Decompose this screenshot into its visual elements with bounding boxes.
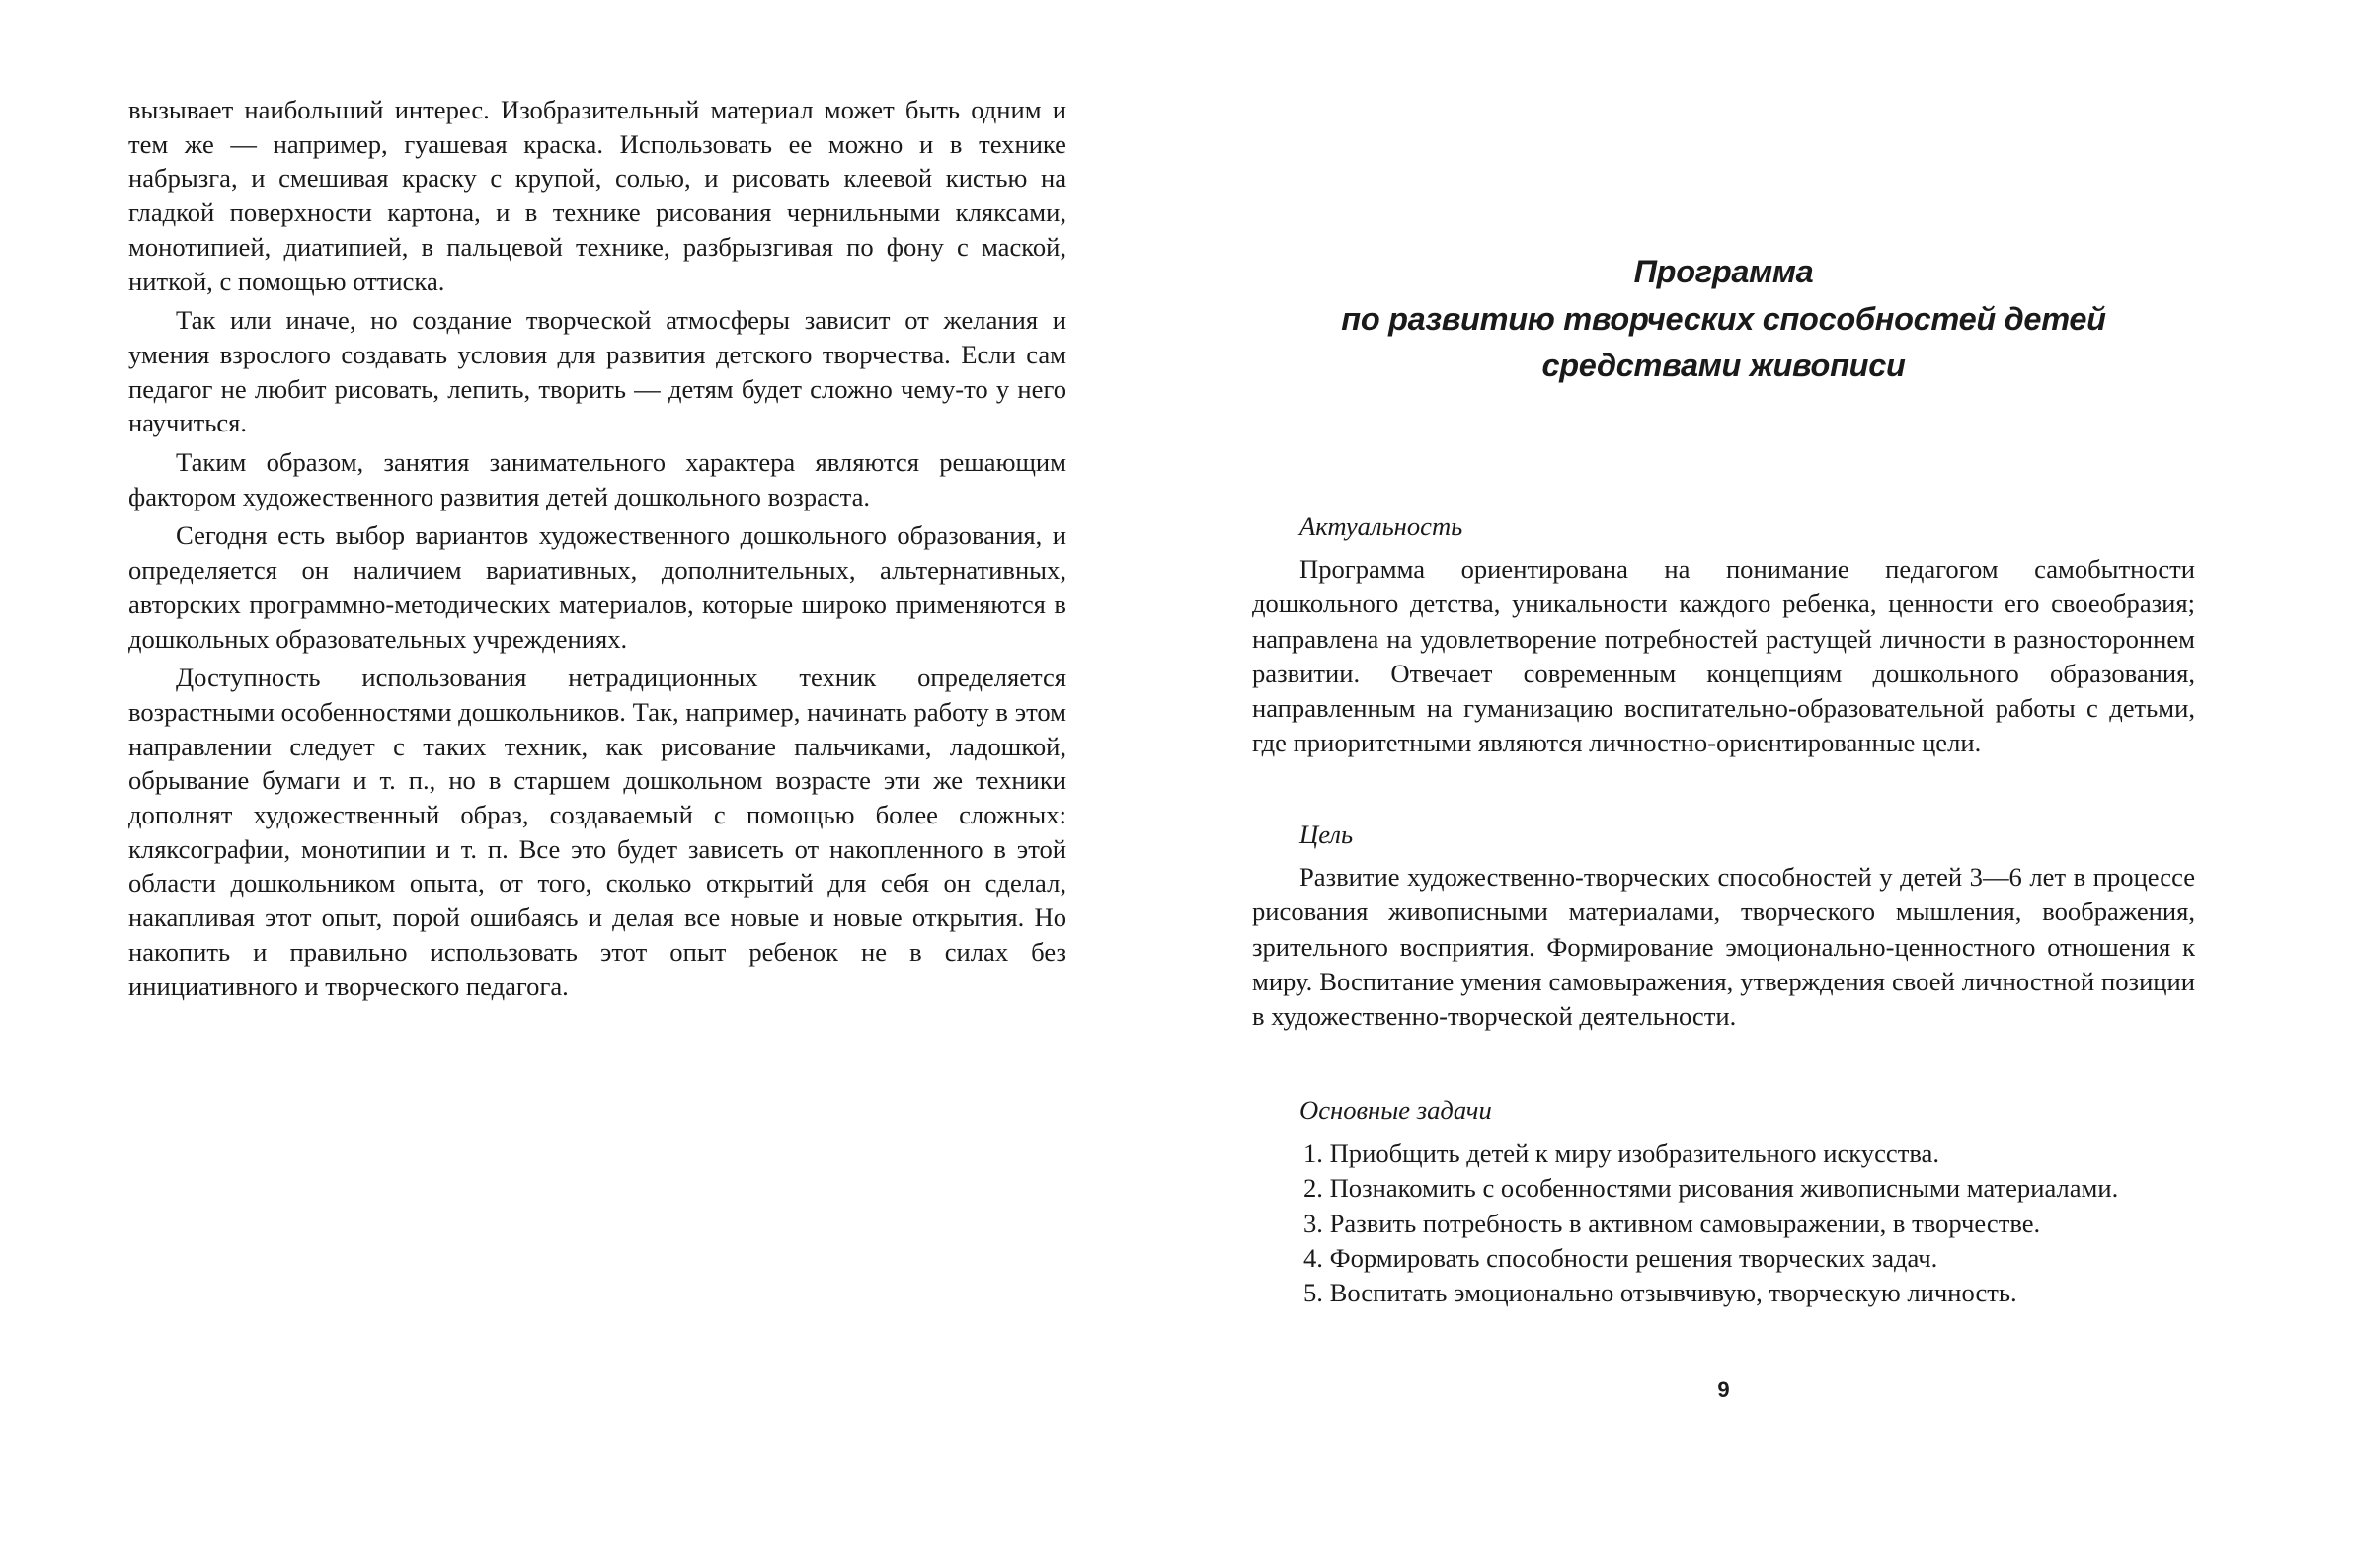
right-page <box>1252 0 2195 1568</box>
actuality-label: Актуальность <box>1299 511 1463 541</box>
list-item: 4. Формировать способности решения творческих задач. <box>1303 1242 1938 1273</box>
list-item: 5. Воспитать эмоционально отзывчивую, творческую личность. <box>1303 1278 2017 1308</box>
page-number: 9 <box>1717 1377 1730 1402</box>
paragraph: Доступность использования нетрадиционных техник определяется возрастными особенностями дошкольников. Так, например, начинать работу в этом направлении следует с таких техник, как рисование пальчиками, ладошкой, обрывание бумаги и т. п., но в старшем дошкольном возрасте эти же техники дополнят художественный образ, создаваемый с помощью более сложных: кляксографии, монотипии и т. п. Все это будет зависеть от накопленного в этой области дошкольником опыта, от того, сколько открытий для себя он сделал, накапливая этот опыт, порой ошибаясь и делая все новые и новые открытия. Но накопить и правильно использовать этот опыт ребенок не в силах без инициативного и творческого педагога. <box>128 663 1066 1001</box>
left-page <box>128 0 1066 1568</box>
program-title-line: средствами живописи <box>1541 348 1906 383</box>
list-item: 1. Приобщить детей к миру изобразительного искусства. <box>1303 1138 1939 1168</box>
paragraph: вызывает наибольший интерес. Изобразительный материал может быть одним и тем же — например, гуашевая краска. Использовать ее можно и в технике набрызга, и смешивая краску с крупой, солью, и рисовать клеевой кистью на гладкой поверхности картона, и в технике рисования чернильными кляксами, монотипией, диатипией, в пальцевой технике, разбрызгивая по фону с маской, ниткой, с помощью оттиска. <box>128 95 1066 296</box>
list-item: 2. Познакомить с особенностями рисования живописными материалами. <box>1303 1173 2119 1204</box>
goal-section <box>1252 818 2195 1034</box>
tasks-section <box>1252 1093 2195 1310</box>
paragraph: Так или иначе, но создание творческой атмосферы зависит от желания и умения взрослого создавать условия для развития детского творчества. Если сам педагог не любит рисовать, лепить, творить — детям будет сложно чему-то у него научиться. <box>128 305 1066 438</box>
program-title <box>1252 249 2195 390</box>
tasks-list <box>1252 1137 2195 1310</box>
program-title-line: Программа <box>1633 254 1814 289</box>
left-page-text <box>128 93 1066 1003</box>
program-title-line: по развитию творческих способностей детей <box>1341 300 2106 337</box>
goal-text: Развитие художественно-творческих способностей у детей 3—6 лет в процессе рисования живописными материалами, творческого мышления, воображения, зрительного восприятия. Формирование эмоционально-ценностного отношения к миру. Воспитание умения самовыражения, утверждения своей личностной позиции в художественно-творческой деятельности. <box>1252 862 2195 1032</box>
list-item: 3. Развить потребность в активном самовыражении, в творчестве. <box>1303 1208 2041 1238</box>
goal-label: Цель <box>1299 820 1354 849</box>
paragraph: Сегодня есть выбор вариантов художественного дошкольного образования, и определяется он наличием вариативных, дополнительных, альтернативных, авторских программно-методических материалов, которые широко применяются в дошкольных образовательных учреждениях. <box>128 520 1066 654</box>
paragraph: Таким образом, занятия занимательного характера являются решающим фактором художественного развития детей дошкольного возраста. <box>128 447 1066 511</box>
tasks-label: Основные задачи <box>1299 1095 1492 1125</box>
actuality-section <box>1252 510 2195 761</box>
actuality-text: Программа ориентирована на понимание педагогом самобытности дошкольного детства, уникальности каждого ребенка, ценности его своеобразия; направлена на удовлетворение потребностей растущей личности в разностороннем развитии. Отвечает современным концепциям дошкольного образования, направленным на гуманизацию воспитательно-образовательной работы с детьми, где приоритетными являются личностно-ориентированные цели. <box>1252 554 2195 758</box>
